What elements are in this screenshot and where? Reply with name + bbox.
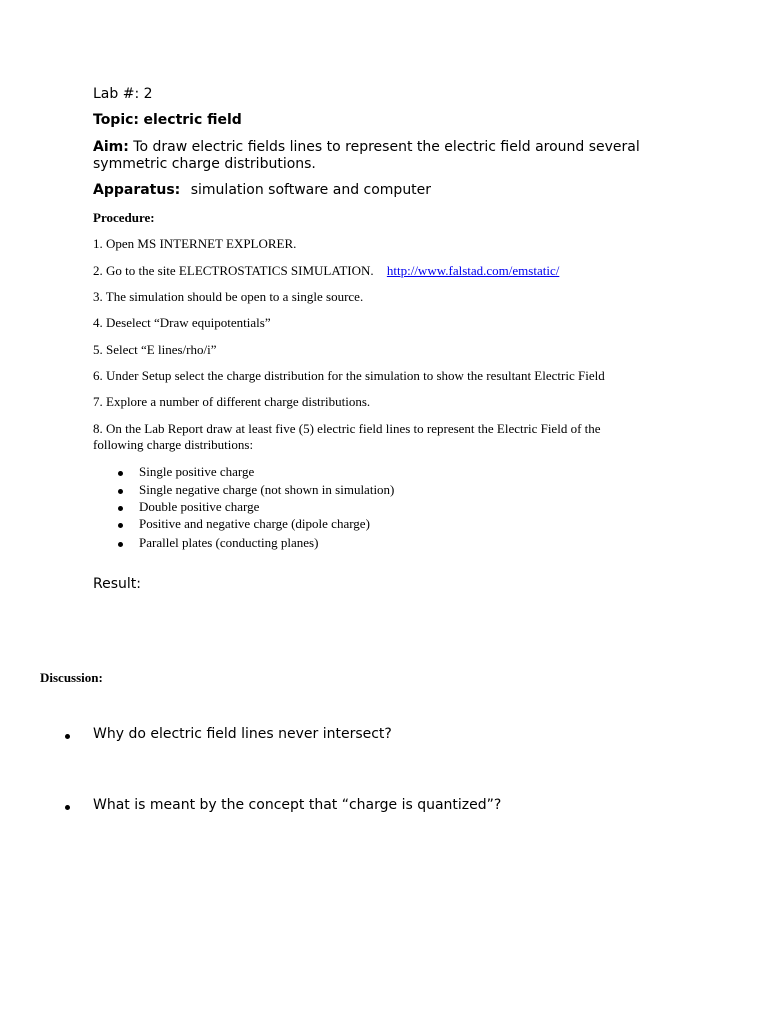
procedure-step-continued: following charge distributions:: [93, 437, 254, 452]
lab-number: Lab #: 2: [93, 86, 153, 102]
bullet-icon: [118, 542, 123, 547]
topic-line: [93, 112, 242, 128]
topic-value: electric field: [143, 112, 242, 128]
apparatus-label: Apparatus:: [93, 182, 181, 198]
discussion-heading: Discussion:: [40, 670, 103, 685]
bullet-icon: [118, 506, 123, 511]
topic-label: Topic:: [93, 112, 140, 128]
procedure-step: 3. The simulation should be open to a single source.: [93, 289, 364, 304]
aim-text-line2: symmetric charge distributions.: [93, 156, 316, 172]
procedure-step: 1. Open MS INTERNET EXPLORER.: [93, 236, 297, 251]
apparatus-line: [93, 182, 431, 198]
distribution-label: Positive and negative charge (dipole charge): [139, 516, 370, 531]
question-text: What is meant by the concept that “charge is quantized”?: [93, 797, 502, 813]
procedure-step: 6. Under Setup select the charge distribution for the simulation to show the resultant Electric Field: [93, 368, 605, 383]
falstad-link[interactable]: http://www.falstad.com/emstatic/: [386, 263, 560, 278]
procedure-heading: Procedure:: [93, 210, 155, 225]
apparatus-value: simulation software and computer: [190, 182, 432, 198]
aim-text-line1: To draw electric fields lines to represent the electric field around several: [133, 139, 640, 155]
aim-line: [93, 139, 640, 155]
procedure-step: 4. Deselect “Draw equipotentials”: [93, 315, 271, 330]
bullet-icon: [118, 489, 123, 494]
distribution-label: Double positive charge: [139, 499, 260, 514]
result-label: Result:: [93, 576, 141, 592]
procedure-step: 7. Explore a number of different charge distributions.: [93, 394, 371, 409]
procedure-step-with-link: [93, 263, 559, 279]
bullet-icon: [118, 523, 123, 528]
distribution-label: Single positive charge: [139, 464, 255, 479]
question-text: Why do electric field lines never intersect?: [93, 726, 392, 742]
procedure-step: 8. On the Lab Report draw at least five (5) electric field lines to represent the Electric Field of the: [93, 421, 601, 436]
bullet-icon: [65, 805, 70, 810]
bullet-icon: [65, 734, 70, 739]
aim-label: Aim:: [93, 139, 129, 155]
procedure-step: 2. Go to the site ELECTROSTATICS SIMULATION.: [93, 263, 374, 278]
distribution-label: Single negative charge (not shown in simulation): [139, 482, 395, 497]
bullet-icon: [118, 471, 123, 476]
distribution-label: Parallel plates (conducting planes): [139, 535, 319, 550]
procedure-step: 5. Select “E lines/rho/i”: [93, 342, 217, 357]
